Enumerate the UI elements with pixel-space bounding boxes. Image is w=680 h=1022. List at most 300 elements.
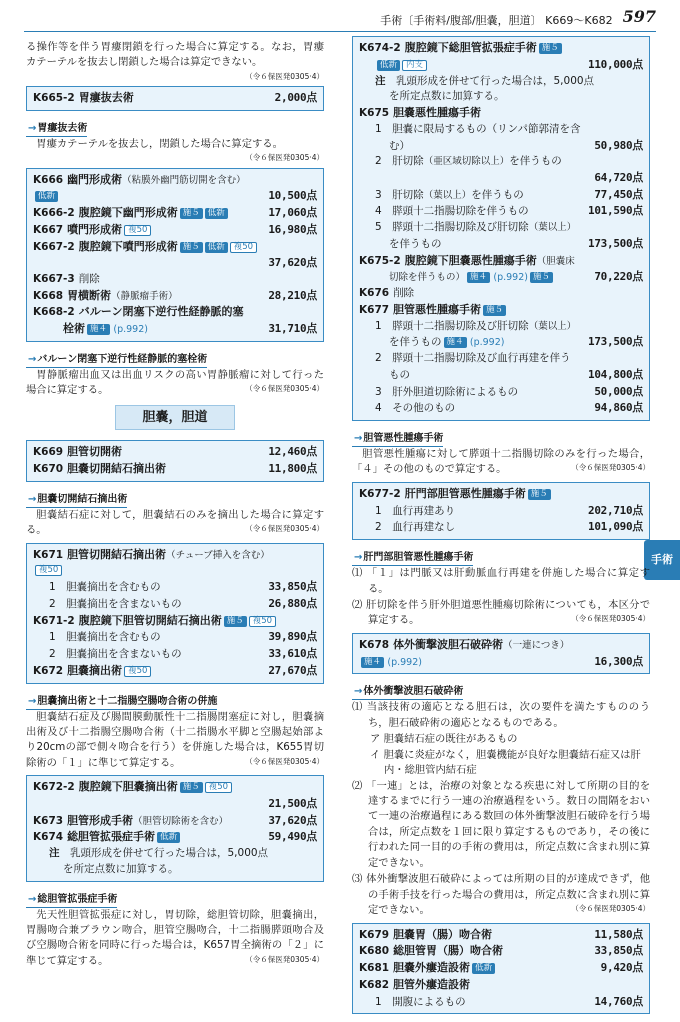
entry-row xyxy=(359,286,643,302)
procedure-code: K681 xyxy=(359,962,390,974)
note-subitem: ア 胆嚢結石症の既往があるもの xyxy=(370,733,518,746)
procedure-name: バルーン閉塞下逆行性経静脈的塞 xyxy=(78,305,244,319)
entry-text: （胆嚢床 xyxy=(536,255,575,267)
page-header xyxy=(24,6,656,32)
facility-badge: 複50 xyxy=(230,242,257,253)
entry-text: 乳頭形成を併せて行った場合は，5,000点 xyxy=(70,847,269,860)
entry-row xyxy=(33,172,317,189)
entry-text: を所定点数に加算する。 xyxy=(389,90,505,103)
entry-text: 乳頭形成を併せて行った場合は，5,000点 xyxy=(396,74,595,87)
procedure-name: 胆管形成手術 xyxy=(67,813,134,827)
entry-row xyxy=(359,170,643,187)
entry-text: 1 xyxy=(49,581,56,594)
entry-text xyxy=(33,663,151,680)
entry-text: 注 乳頭形成を併せて行った場合は，5,000点 xyxy=(49,847,269,860)
procedure-code: K682 xyxy=(359,978,390,991)
entry-text xyxy=(375,504,455,520)
entry-text: 4 xyxy=(375,402,382,415)
entry-row xyxy=(359,384,643,401)
points-value: 202,710点 xyxy=(588,503,643,517)
entry-text: （静脈瘤手術） xyxy=(111,290,178,302)
facility-badge: 施５ xyxy=(530,272,553,283)
points-value: 16,300点 xyxy=(594,654,643,668)
note-heading: → 体外衝撃波胆石破砕術 xyxy=(352,684,463,700)
entry-row xyxy=(359,927,643,944)
source-citation: （令６保医発0305·4） xyxy=(245,756,324,766)
points-value: 31,710点 xyxy=(268,322,317,336)
facility-badge: 施５ xyxy=(180,782,203,793)
facility-badge: 施４ xyxy=(87,324,110,335)
procedure-name: 胃横断術 xyxy=(67,288,112,302)
page-reference: (p.992) xyxy=(493,272,528,284)
box-k665-2 xyxy=(26,86,324,111)
entry-text: 3 xyxy=(375,188,382,201)
procedure-name: 体外衝撃波胆石破砕術 xyxy=(393,637,504,651)
entry-row xyxy=(359,334,643,351)
note-subitem: イ 胆嚢に炎症がなく，胆嚢機能が良好な胆嚢結石症又は肝内・総胆管内結石症 xyxy=(370,748,641,777)
entry-text xyxy=(33,90,134,107)
procedure-name: 胆管悪性腫瘍手術 xyxy=(393,302,482,316)
entry-text xyxy=(359,655,422,671)
procedure-code: K671 xyxy=(33,548,64,561)
entry-text: を伴うもの xyxy=(389,336,442,349)
points-value: 173,500点 xyxy=(588,236,643,250)
points-value: 11,580点 xyxy=(594,927,643,941)
entry-row xyxy=(359,138,643,155)
entry-text: 胆嚢摘出を含むもの xyxy=(66,581,161,594)
entry-text: 削除 xyxy=(78,272,100,285)
entry-row xyxy=(359,302,643,319)
box-k678 xyxy=(352,633,650,675)
entry-row xyxy=(33,846,317,862)
procedure-code: K669 xyxy=(33,446,64,459)
procedure-code: K667 xyxy=(33,223,64,236)
entry-row xyxy=(359,486,643,503)
facility-badge: 低新 xyxy=(205,208,228,219)
entry-text xyxy=(49,597,182,613)
entry-row xyxy=(33,596,317,613)
entry-row xyxy=(359,154,643,170)
entry-text xyxy=(359,927,492,944)
box-k671 xyxy=(26,543,324,684)
entry-text: 1 xyxy=(375,122,382,135)
entry-text: （葉以上） xyxy=(528,222,577,233)
source-citation: （令６保医発0305·4） xyxy=(245,954,324,964)
entry-row xyxy=(33,461,317,478)
facility-badge: 低新 xyxy=(377,60,400,71)
entry-text: 血行再建なし xyxy=(392,521,456,534)
entry-text: 開腹によるもの xyxy=(392,995,466,1008)
entry-row xyxy=(33,288,317,305)
entry-row xyxy=(359,994,643,1011)
procedure-code: K675 xyxy=(359,107,390,119)
entry-row xyxy=(33,222,317,239)
entry-text xyxy=(33,239,257,256)
entry-text: 削除 xyxy=(393,287,415,299)
entry-row xyxy=(33,829,317,846)
entry-text: （チューブ挿入を含む） xyxy=(166,549,270,561)
entry-text: 1 xyxy=(375,319,382,332)
points-value: 50,980点 xyxy=(594,138,643,152)
procedure-code: K672-2 xyxy=(33,781,75,794)
entry-text: 4 xyxy=(375,205,382,218)
entry-text xyxy=(33,613,276,630)
entry-text xyxy=(33,205,228,222)
entry-row xyxy=(33,255,317,272)
entry-text xyxy=(375,58,427,74)
points-value: 17,060点 xyxy=(268,206,317,220)
procedure-name: 総胆管拡張症手術 xyxy=(67,830,156,844)
entry-text: 肝切除 xyxy=(392,155,424,168)
entry-row xyxy=(359,122,643,138)
entry-text: 胆嚢に限局するもの（リンパ節郭清を含 xyxy=(392,122,581,135)
entry-row xyxy=(359,367,643,384)
left-column xyxy=(26,40,324,973)
entry-row xyxy=(33,629,317,646)
procedure-code: K672 xyxy=(33,664,64,677)
entry-row xyxy=(359,40,643,57)
entry-row xyxy=(359,57,643,74)
procedure-name: 腹腔鏡下幽門形成術 xyxy=(78,206,178,220)
entry-row xyxy=(33,663,317,680)
entry-row xyxy=(359,187,643,204)
procedure-name: 胆嚢胃（腸）吻合術 xyxy=(393,927,493,941)
entry-row xyxy=(359,400,643,417)
box-k672-2 xyxy=(26,775,324,881)
points-value: 50,000点 xyxy=(594,384,643,398)
entry-text: 1 xyxy=(375,504,382,517)
procedure-code: K667-3 xyxy=(33,272,75,285)
facility-badge: 施４ xyxy=(467,272,490,283)
source-citation: （令６保医発0305·4） xyxy=(571,904,650,914)
points-value: 101,590点 xyxy=(588,204,643,218)
points-value: 16,980点 xyxy=(268,222,317,236)
entry-text: （亜区域切除以上） xyxy=(423,156,510,168)
entry-text xyxy=(33,563,62,579)
points-value: 94,860点 xyxy=(594,401,643,415)
note-heading: → バルーン閉塞下逆行性経静脈的塞栓術 xyxy=(26,352,207,368)
entry-text: 注 乳頭形成を併せて行った場合は，5,000点 xyxy=(375,74,595,87)
entry-row xyxy=(33,321,317,338)
entry-row xyxy=(359,89,643,105)
entry-text: む） xyxy=(389,139,410,152)
facility-badge: 施５ xyxy=(528,489,551,500)
facility-badge: 複50 xyxy=(205,782,232,793)
entry-row xyxy=(33,205,317,222)
entry-row xyxy=(359,977,643,994)
note-item: ⑵ 肝切除を伴う肝外胆道悪性腫瘍切除術についても，本区分で算定する。 （令６保医発0305·4） xyxy=(352,599,650,627)
points-value: 28,210点 xyxy=(268,288,317,302)
entry-text: 2 xyxy=(375,155,382,168)
entry-text: 胆嚢摘出を含まないもの xyxy=(66,597,182,610)
procedure-code: K677 xyxy=(359,303,390,316)
entry-text: 5 xyxy=(375,221,382,233)
entry-text: 膵頭十二指腸切除及び血行再建を伴う xyxy=(392,352,571,364)
points-value: 104,800点 xyxy=(588,367,643,381)
entry-text: 血行再建あり xyxy=(392,504,456,517)
note-text: 胃静脈瘤出血又は出血リスクの高い胃静脈瘤に対して行った場合に算定する。 （令６保医発0305·4） xyxy=(26,368,324,397)
entry-text: 1 xyxy=(375,995,382,1008)
entry-row xyxy=(33,272,317,288)
procedure-name: 胆嚢外瘻造設術 xyxy=(393,961,471,974)
entry-text xyxy=(359,105,481,122)
procedure-name: 腹腔鏡下胆嚢悪性腫瘍手術 xyxy=(404,253,537,267)
procedure-name: 胆管切開結石摘出術 xyxy=(67,547,167,561)
points-value: 101,090点 xyxy=(588,520,643,534)
procedure-name: 腹腔鏡下胆嚢摘出術 xyxy=(78,780,178,794)
procedure-name: 総胆管胃（腸）吻合術 xyxy=(393,944,504,958)
entry-text: 2 xyxy=(375,352,382,364)
facility-badge: 施５ xyxy=(180,242,203,253)
note-heading: → 胆管悪性腫瘍手術 xyxy=(352,431,443,447)
procedure-name: 肝門部胆管悪性腫瘍手術 xyxy=(404,486,526,500)
procedure-code: K674 xyxy=(33,831,64,844)
entry-text xyxy=(375,154,562,170)
entry-text xyxy=(375,220,576,236)
source-citation: （令６保医発0305·4） xyxy=(571,614,650,624)
section-title: 手術〔手術料/腹部/胆嚢，胆道〕 K669～K682 xyxy=(380,13,613,27)
entry-text xyxy=(375,401,455,417)
entry-row xyxy=(359,943,643,960)
entry-text: （胆管切除術を含む） xyxy=(133,815,229,827)
entry-text xyxy=(33,829,180,846)
entry-text xyxy=(33,222,151,239)
points-value: 33,610点 xyxy=(268,647,317,661)
note-heading: → 総胆管拡張症手術 xyxy=(26,892,117,908)
entry-row xyxy=(359,654,643,671)
points-value: 11,800点 xyxy=(268,461,317,475)
procedure-code: K676 xyxy=(359,287,390,299)
procedure-name: 胆嚢切開結石摘出術 xyxy=(67,461,167,475)
note-item: ⑴ 「１」は門脈又は肝動脈血行再建を併施した場合に算定する。 xyxy=(352,567,650,595)
procedure-code: K677-2 xyxy=(359,487,401,500)
entry-text: 膵頭十二指腸切除を伴うもの xyxy=(392,205,529,218)
entry-text: 胆嚢摘出を含まないもの xyxy=(66,648,182,661)
entry-row xyxy=(33,188,317,205)
procedure-code: K675-2 xyxy=(359,254,401,267)
procedure-code: K668-2 xyxy=(33,306,75,319)
entry-text: （葉以上） xyxy=(528,320,577,332)
box-k677-2 xyxy=(352,482,650,540)
entry-text: を所定点数に加算する。 xyxy=(63,862,179,875)
entry-row xyxy=(33,444,317,461)
facility-badge: 施４ xyxy=(361,657,384,668)
procedure-code: K673 xyxy=(33,814,64,827)
procedure-code: K666 xyxy=(33,173,64,186)
entry-text: （一連につき） xyxy=(503,639,570,651)
box-k679 xyxy=(352,923,650,1015)
points-value: 9,420点 xyxy=(600,961,643,974)
entry-text xyxy=(389,335,504,351)
page-reference: (p.992) xyxy=(469,337,505,349)
entry-text: を伴うもの xyxy=(389,237,442,250)
entry-text xyxy=(375,520,455,536)
entry-text xyxy=(49,647,182,663)
note-item: ⑵ 「一連」とは，治療の対象となる疾患に対して所期の目的を達するまでに行う一連の治療過程をいう。数日の間隔をおいて一連の治療過程にある数回の体外衝撃波胆石破砕を行う場合は，所定点数を１回に限り算定するものであり，その後に行われた同一目的の手術の費用は，所定点数に含まれ別に算定できない。 xyxy=(352,779,650,869)
entry-text xyxy=(33,272,100,288)
page-reference: (p.992) xyxy=(113,324,148,336)
facility-badge: 低新 xyxy=(472,963,495,974)
procedure-code: K665-2 xyxy=(33,92,75,105)
entry-row xyxy=(359,637,643,654)
note-item: ⑴ 当該技術の適応となる胆石は，次の要件を満たすもののうち，胆石破砕術の適応となるものである。 xyxy=(352,701,650,729)
entry-row xyxy=(33,579,317,596)
facility-badge: 内支 xyxy=(402,60,427,71)
entry-row xyxy=(33,304,317,321)
page-number: 597 xyxy=(622,7,656,26)
entry-text xyxy=(359,943,503,960)
entry-text xyxy=(375,188,524,204)
points-value: 10,500点 xyxy=(268,189,317,203)
points-value: 21,500点 xyxy=(268,797,317,811)
note-heading: → 肝門部胆管悪性腫瘍手術 xyxy=(352,550,473,566)
entry-text: 3 xyxy=(375,385,382,398)
entry-row xyxy=(33,862,317,878)
procedure-name: 噴門形成術 xyxy=(67,222,123,236)
entry-text xyxy=(389,270,553,286)
procedure-code: K671-2 xyxy=(33,614,75,627)
points-value: 14,760点 xyxy=(594,994,643,1008)
intro-text: る操作等を伴う胃瘻閉鎖を行った場合に算定する。なお，胃瘻カテーテルを抜去し閉鎖した場合は算定できない。 （令６保医発0305·4） xyxy=(26,41,324,81)
source-citation: （令６保医発0305·4） xyxy=(245,524,324,534)
procedure-code: K667-2 xyxy=(33,240,75,253)
entry-text: （葉以上） xyxy=(423,189,472,201)
facility-badge: 低新 xyxy=(157,832,180,843)
entry-text: を伴うもの xyxy=(471,188,524,201)
points-value: 59,490点 xyxy=(268,830,317,844)
entry-row xyxy=(359,236,643,253)
note-heading: → 胃瘻抜去術 xyxy=(26,121,87,137)
points-value: 33,850点 xyxy=(268,580,317,594)
entry-text xyxy=(33,444,122,461)
entry-text: （粘膜外幽門筋切開を含む） xyxy=(122,174,246,186)
right-column xyxy=(352,40,650,1022)
facility-badge: 複50 xyxy=(124,225,151,236)
entry-text: 2 xyxy=(375,521,382,534)
facility-badge: 施５ xyxy=(483,305,506,316)
note-text: 胆嚢結石症に対して，胆嚢結石のみを摘出した場合に算定する。 （令６保医発0305·4） xyxy=(26,508,324,537)
note-item: ⑶ 体外衝撃波胆石破砕によっては所期の目的が達成できず，他の手術手技を行った場合の費用は，所定点数に含まれ別に算定できない。 （令６保医発0305·4） xyxy=(352,873,650,917)
entry-row xyxy=(33,613,317,630)
entry-text xyxy=(33,189,58,205)
entry-text xyxy=(359,960,495,977)
entry-text xyxy=(359,486,551,503)
entry-text: 切除を伴うもの） xyxy=(389,272,466,284)
entry-text xyxy=(375,204,529,220)
entry-text xyxy=(49,630,161,646)
entry-row xyxy=(33,239,317,256)
entry-row xyxy=(359,269,643,286)
entry-row xyxy=(359,319,643,335)
procedure-name: 腹腔鏡下胆管切開結石摘出術 xyxy=(78,613,222,627)
entry-row xyxy=(359,960,643,977)
source-citation: （令６保医発0305·4） xyxy=(245,153,324,163)
procedure-name: 腹腔鏡下総胆管拡張症手術 xyxy=(404,41,537,54)
procedure-code: K668 xyxy=(33,289,64,302)
procedure-code: K670 xyxy=(33,462,64,475)
entry-row xyxy=(359,105,643,122)
box-k669 xyxy=(26,440,324,482)
points-value: 2,000点 xyxy=(274,91,317,105)
points-value: 39,890点 xyxy=(268,630,317,644)
procedure-name: 胆嚢摘出術 xyxy=(67,663,123,677)
facility-badge: 複50 xyxy=(249,616,276,627)
entry-text xyxy=(33,547,270,564)
facility-badge: 低新 xyxy=(35,191,58,202)
page-reference: (p.992) xyxy=(387,656,422,668)
points-value: 64,720点 xyxy=(594,171,643,184)
entry-text xyxy=(33,461,166,478)
procedure-name: 栓術 xyxy=(63,322,85,336)
entry-text: 肝切除 xyxy=(392,188,424,201)
procedure-name: 腹腔鏡下噴門形成術 xyxy=(78,239,178,253)
procedure-code: K680 xyxy=(359,945,390,958)
source-citation: （令６保医発0305·4） xyxy=(245,71,324,81)
entry-row xyxy=(33,547,317,564)
points-value: 173,500点 xyxy=(588,335,643,349)
entry-text xyxy=(33,304,244,321)
procedure-name: 胆管切開術 xyxy=(67,445,123,459)
entry-row xyxy=(33,646,317,663)
points-value: 37,620点 xyxy=(268,813,317,827)
points-value: 27,670点 xyxy=(268,663,317,677)
entry-text xyxy=(359,286,414,302)
entry-row xyxy=(359,74,643,90)
side-tab[interactable]: 手術 xyxy=(644,540,680,580)
points-value: 77,450点 xyxy=(594,187,643,201)
note-text: 胆管悪性腫瘍に対して膵頭十二指腸切除のみを行った場合，「４」その他のもので算定する。 （令６保医発0305·4） xyxy=(352,448,650,476)
section-title-band: 胆嚢，胆道 xyxy=(115,405,235,431)
entry-text xyxy=(33,779,232,796)
entry-text xyxy=(33,172,246,189)
entry-text: を伴うもの xyxy=(509,155,562,168)
facility-badge: 施４ xyxy=(444,337,467,348)
note-heading: → 胆嚢切開結石摘出術 xyxy=(26,492,127,508)
entry-text xyxy=(359,302,506,319)
entry-text xyxy=(375,351,571,367)
procedure-name: 胆管外瘻造設術 xyxy=(393,977,471,991)
entry-text: 膵頭十二指腸切除及び肝切除 xyxy=(392,221,529,233)
source-citation: （令６保医発0305·4） xyxy=(245,384,324,394)
note-text: 先天性胆管拡張症に対し，胃切除，総胆管切除，胆嚢摘出，胃腸吻合兼ブラウン吻合，胆管空腸吻合，十二指腸膵頭吻合及び空腸吻合術を同時に行った場合は，K657胃全摘術の「２」に準じて算定する。 （令６保医発0305·4） xyxy=(26,908,324,967)
entry-row xyxy=(359,351,643,367)
entry-text xyxy=(359,637,569,654)
box-k666 xyxy=(26,168,324,342)
procedure-code: K666-2 xyxy=(33,207,75,220)
entry-text: 2 xyxy=(49,648,56,661)
entry-text: 1 xyxy=(49,631,56,644)
entry-text: 肝外胆道切除術によるもの xyxy=(392,385,519,398)
entry-text xyxy=(33,813,228,830)
entry-row xyxy=(359,220,643,236)
entry-row xyxy=(359,253,643,270)
entry-text xyxy=(49,580,161,596)
procedure-code: K678 xyxy=(359,638,390,651)
entry-row xyxy=(33,813,317,830)
facility-badge: 複50 xyxy=(35,565,62,576)
entry-text xyxy=(359,977,470,994)
facility-badge: 施５ xyxy=(539,43,562,54)
facility-badge: 施５ xyxy=(224,616,247,627)
points-value: 70,220点 xyxy=(594,270,643,284)
entry-text xyxy=(359,253,575,270)
entry-row xyxy=(33,779,317,796)
entry-text: 膵頭十二指腸切除及び肝切除 xyxy=(392,319,529,332)
facility-badge: 複50 xyxy=(124,666,151,677)
points-value: 26,880点 xyxy=(268,596,317,610)
entry-text xyxy=(375,122,580,138)
points-value: 110,000点 xyxy=(588,57,643,71)
